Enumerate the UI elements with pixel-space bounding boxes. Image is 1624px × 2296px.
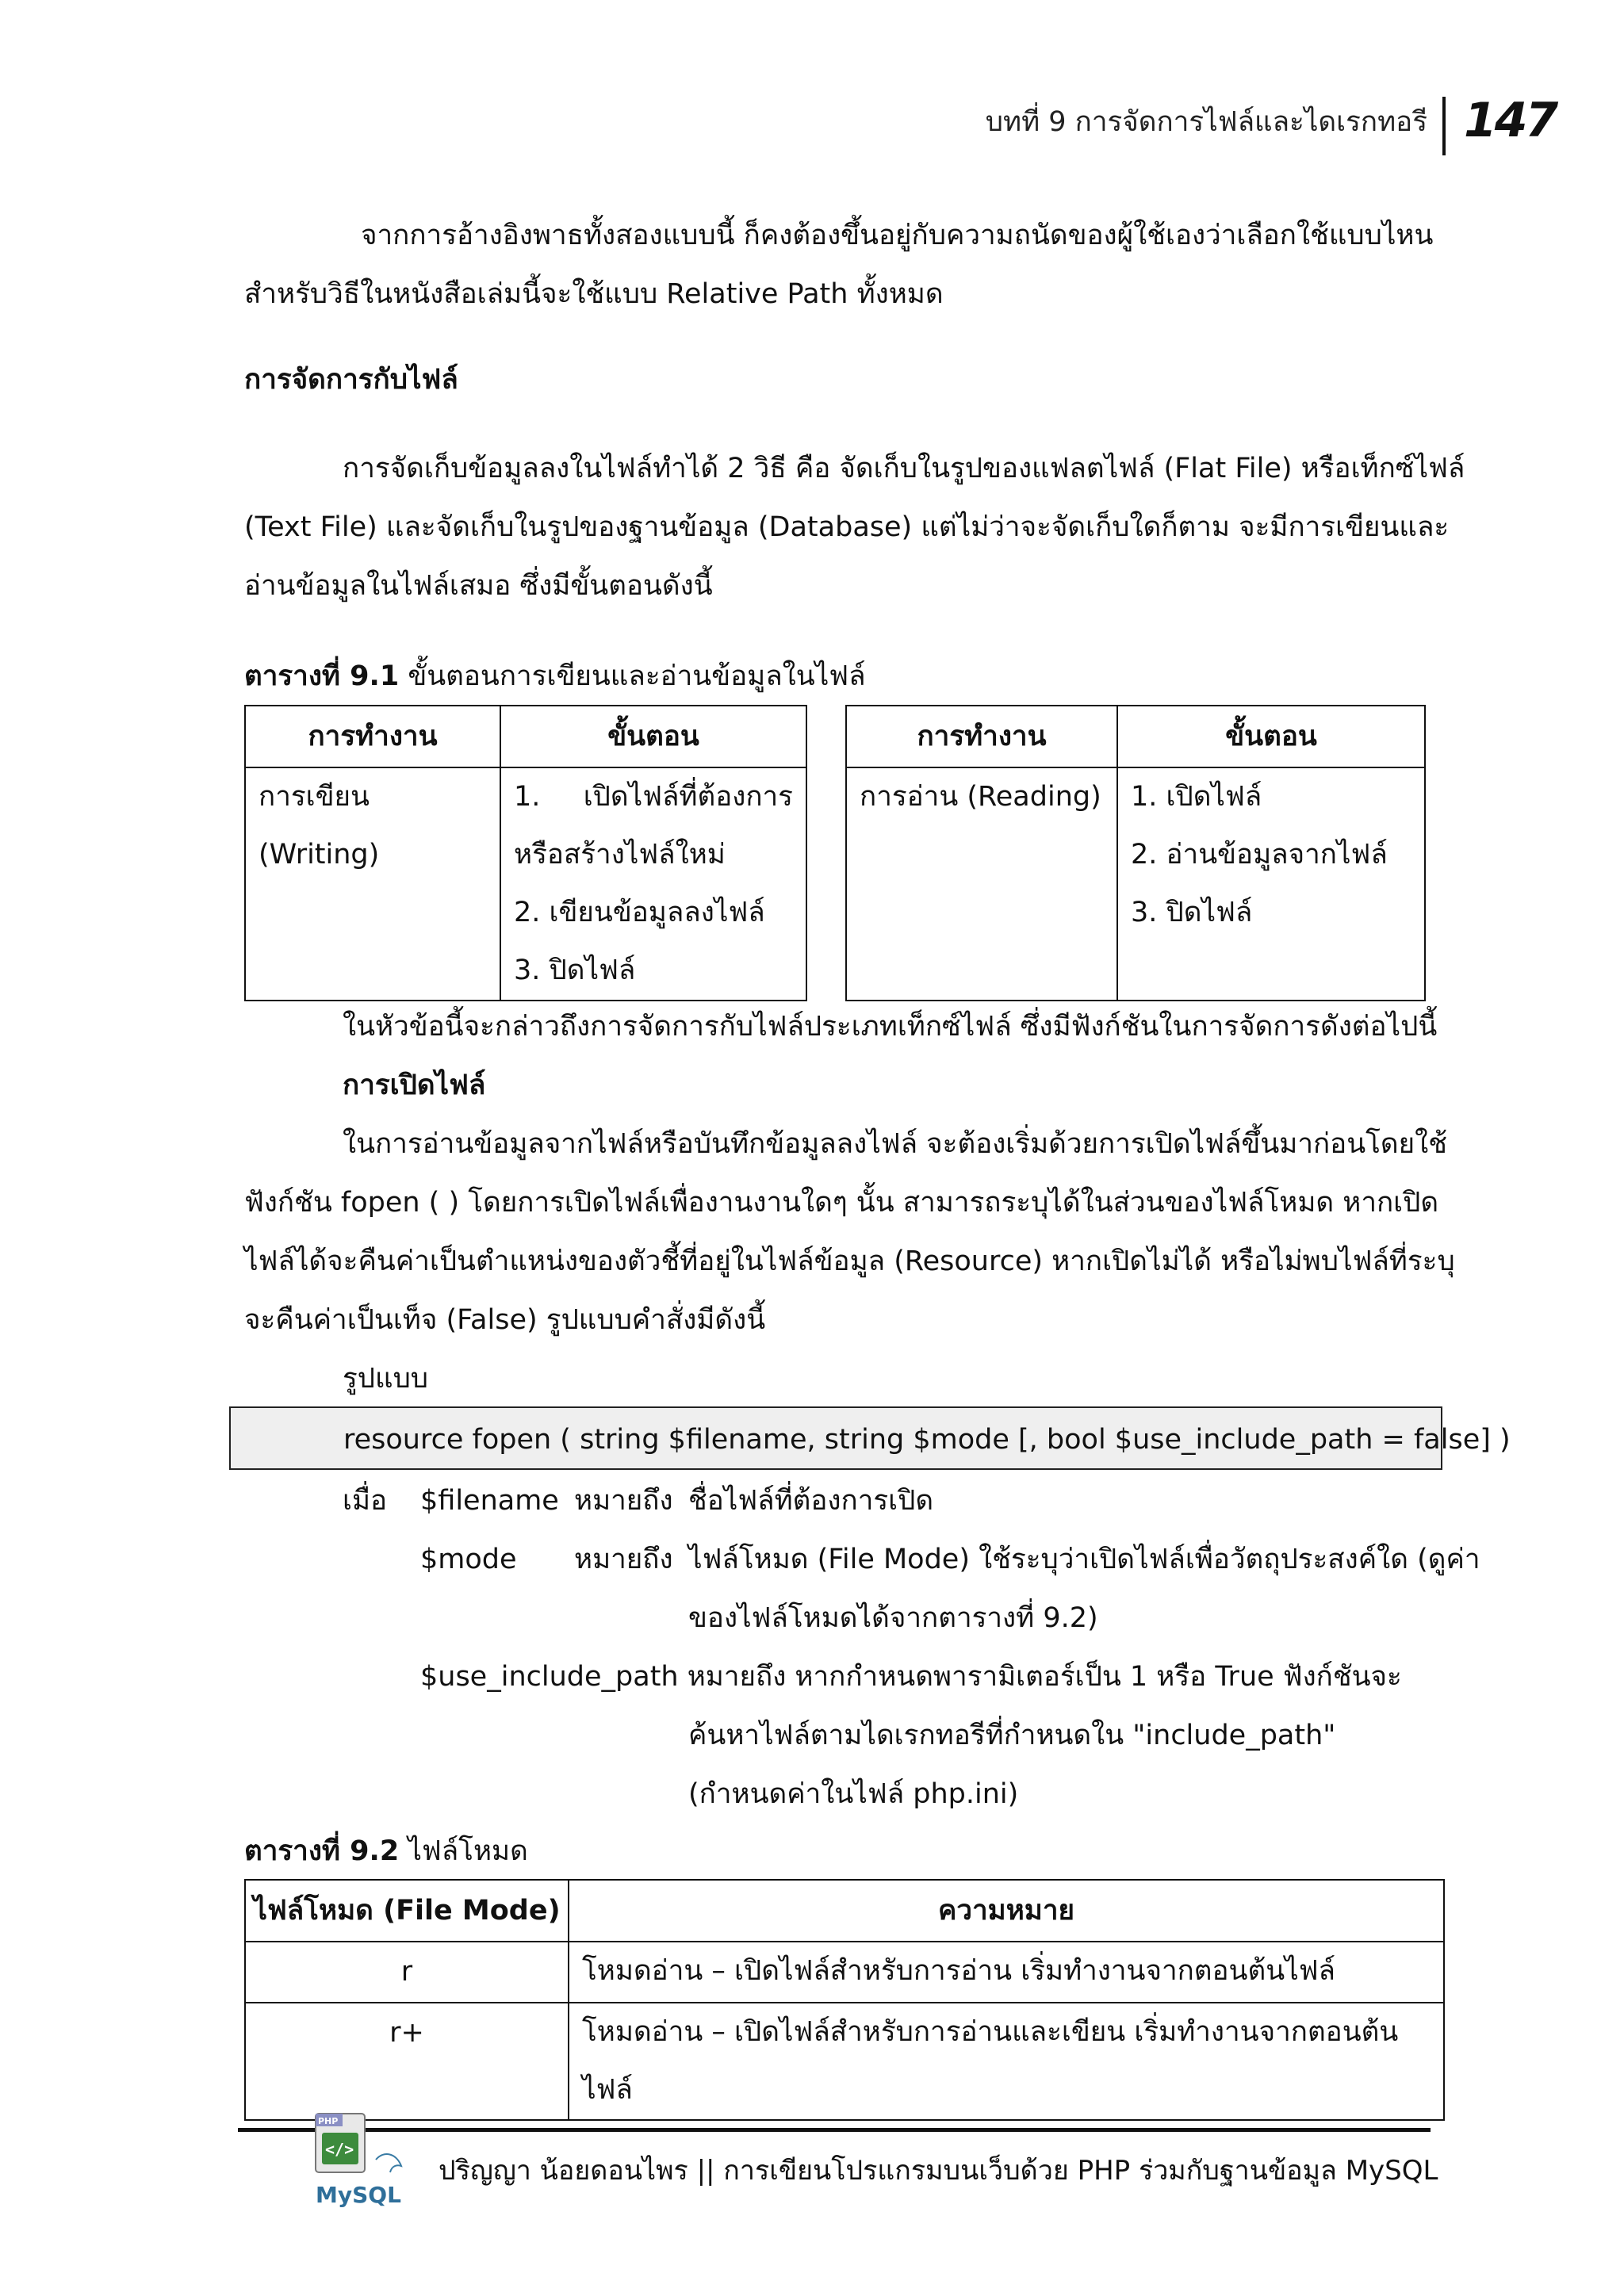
section2-para-line-1: ในการอ่านข้อมูลจากไฟล์หรือบันทึกข้อมูลลงไฟล์ จะต้องเริ่มด้วยการเปิดไฟล์ขึ้นมาก่อนโดยใช้: [343, 1128, 1448, 1160]
footer-text: ปริญญา น้อยดอนไพร || การเขียนโปรแกรมบนเว็บด้วย PHP ร่วมกับฐานข้อมูล MySQL: [439, 2155, 1438, 2187]
section-heading-open-file: การเปิดไฟล์: [343, 1070, 486, 1101]
table2-header-meaning: ความหมาย: [569, 1880, 1444, 1942]
table1-left-operation: การเขียน (Writing): [245, 767, 500, 1001]
section-heading-file-management: การจัดการกับไฟล์: [244, 364, 458, 396]
logo-php-text: PHP: [318, 2116, 339, 2126]
table2-caption-text: ไฟล์โหมด: [399, 1835, 528, 1867]
table1-left-step-1: 1. เปิดไฟล์ที่ต้องการ: [514, 781, 793, 813]
table1-left-header-steps: ขั้นตอน: [500, 706, 806, 767]
table2-caption: [244, 1822, 528, 1881]
after-table-line: ในหัวข้อนี้จะกล่าวถึงการจัดการกับไฟล์ประเภทเท็กซ์ไฟล์ ซึ่งมีฟังก์ชันในการจัดการดังต่อไปนี้: [343, 1011, 1438, 1043]
table2-row2-mode: r+: [245, 2003, 569, 2120]
page-number: 147: [1464, 93, 1557, 148]
running-header-chapter: บทที่ 9 การจัดการไฟล์และไดเรกทอรี: [985, 106, 1427, 138]
param-mode-means: หมายถึง: [574, 1544, 673, 1575]
logo-code-text: </>: [325, 2140, 354, 2159]
table1-right-step-1: 1. เปิดไฟล์: [1131, 781, 1262, 813]
param-filename-means: หมายถึง: [574, 1485, 673, 1517]
param-filename-desc: ชื่อไฟล์ที่ต้องการเปิด: [688, 1485, 934, 1517]
syntax-label: รูปแบบ: [343, 1363, 429, 1395]
section1-para-line-3: อ่านข้อมูลในไฟล์เสมอ ซึ่งมีขั้นตอนดังนี้: [244, 570, 713, 602]
table-row: [245, 1942, 1444, 2003]
table1-caption-label: ตารางที่ 9.1: [244, 660, 400, 692]
table2-caption-label: ตารางที่ 9.2: [244, 1835, 400, 1867]
table1-right-operation: การอ่าน (Reading): [846, 767, 1117, 1001]
table1-reading: [845, 705, 1426, 1001]
table2-file-modes: [244, 1879, 1445, 2121]
table1-left-step-1-cont: หรือสร้างไฟล์ใหม่: [514, 839, 726, 871]
param-mode-desc-line-1: ไฟล์โหมด (File Mode) ใช้ระบุว่าเปิดไฟล์เพื่อวัตถุประสงค์ใด (ดูค่า: [688, 1544, 1480, 1575]
param-include-path-line-3: (กำหนดค่าในไฟล์ php.ini): [688, 1778, 1019, 1810]
table-row: [245, 2003, 1444, 2120]
table1-right-header-steps: ขั้นตอน: [1117, 706, 1425, 767]
syntax-code-box: resource fopen ( string $filename, string $mode [, bool $use_include_path = false] ): [229, 1406, 1442, 1470]
section2-para-line-3: ไฟล์ได้จะคืนค่าเป็นตำแหน่งของตัวชี้ที่อยู่ในไฟล์ข้อมูล (Resource) หากเปิดไม่ได้ หรือไม่พบไฟล์ที่ระบุ: [244, 1246, 1455, 1277]
logo-mysql-text: MySQL: [316, 2182, 401, 2208]
table1-caption-text: ขั้นตอนการเขียนและอ่านข้อมูลในไฟล์: [399, 660, 866, 692]
intro-line-1: จากการอ้างอิงพาธทั้งสองแบบนี้ ก็คงต้องขึ้นอยู่กับความถนัดของผู้ใช้เองว่าเลือกใช้แบบไหน: [361, 220, 1434, 251]
header-divider: [1442, 97, 1446, 155]
table2-header-mode: ไฟล์โหมด (File Mode): [245, 1880, 569, 1942]
table1-right-steps: [1117, 767, 1425, 1001]
param-filename-name: $filename: [420, 1485, 559, 1517]
table1-right-step-3: 3. ปิดไฟล์: [1131, 897, 1253, 928]
table1-right-step-2: 2. อ่านข้อมูลจากไฟล์: [1131, 839, 1388, 871]
section1-para-line-2: (Text File) และจัดเก็บในรูปของฐานข้อมูล (Database) แต่ไม่ว่าจะจัดเก็บใดก็ตาม จะมีการเขียนและ: [244, 511, 1450, 543]
section2-para-line-4: จะคืนค่าเป็นเท็จ (False) รูปแบบคำสั่งมีดังนี้: [244, 1304, 766, 1336]
table1-writing: [244, 705, 807, 1001]
param-mode-desc-line-2: ของไฟล์โหมดได้จากตารางที่ 9.2): [688, 1602, 1098, 1634]
params-when-label: เมื่อ: [343, 1485, 388, 1517]
table1-right-header-operation: การทำงาน: [846, 706, 1117, 767]
table2-row1-meaning: โหมดอ่าน – เปิดไฟล์สำหรับการอ่าน เริ่มทำงานจากตอนต้นไฟล์: [569, 1942, 1444, 2003]
param-include-path-line-2: ค้นหาไฟล์ตามไดเรกทอรีที่กำหนดใน "include_path": [688, 1720, 1336, 1751]
table2-row1-mode: r: [245, 1942, 569, 2003]
table1-left-header-operation: การทำงาน: [245, 706, 500, 767]
table1-caption: [244, 647, 866, 706]
intro-line-2: สำหรับวิธีในหนังสือเล่มนี้จะใช้แบบ Relative Path ทั้งหมด: [244, 278, 944, 310]
table1-left-step-3: 3. ปิดไฟล์: [514, 955, 636, 986]
param-include-path-line-1: $use_include_path หมายถึง หากกำหนดพารามิเตอร์เป็น 1 หรือ True ฟังก์ชันจะ: [420, 1661, 1402, 1693]
table1-left-step-2: 2. เขียนข้อมูลลงไฟล์: [514, 897, 765, 928]
section1-para-line-1: การจัดเก็บข้อมูลลงในไฟล์ทำได้ 2 วิธี คือ จัดเก็บในรูปของแฟลตไฟล์ (Flat File) หรือเท็กซ์ไฟล์: [343, 453, 1465, 484]
table2-row2-meaning: โหมดอ่าน – เปิดไฟล์สำหรับการอ่านและเขียน เริ่มทำงานจากตอนต้นไฟล์: [569, 2003, 1444, 2120]
param-mode-name: $mode: [420, 1544, 517, 1575]
php-mysql-logo-icon: [308, 2109, 419, 2212]
table1-left-steps: [500, 767, 806, 1001]
section2-para-line-2: ฟังก์ชัน fopen ( ) โดยการเปิดไฟล์เพื่องานงานใดๆ นั้น สามารถระบุได้ในส่วนของไฟล์โหมด หากเปิด: [244, 1187, 1439, 1219]
